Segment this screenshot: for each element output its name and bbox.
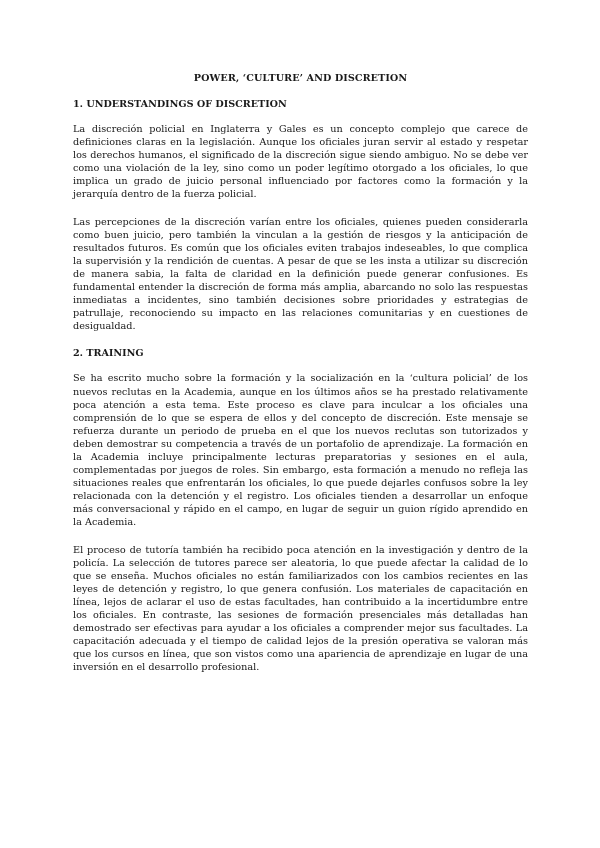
- document-page: [73, 72, 528, 688]
- paragraph: Las percepciones de la discreción varían entre los oficiales, quienes pueden considerarla como buen juicio, pero también la vinculan a la gestión de riesgos y la anticipación de resultados futuros. Es común que los oficiales eviten trabajos indeseables, lo que complica la supervisión y la rendición de cuentas. A pesar de que se les insta a utilizar su discreción de manera sabia, la falta de claridad en la definición puede generar confusiones. Es fundamental entender la discreción de forma más amplia, abarcando no solo las respuestas inmediatas a incidentes, sino también decisiones sobre prioridades y estrategias de patrullaje, reconociendo su impacto en las relaciones comunitarias y en cuestiones de desigualdad.: [73, 216, 528, 333]
- section-heading: 2. TRAINING: [73, 348, 144, 360]
- document-title: POWER, ‘CULTURE’ AND DISCRETION: [193, 73, 408, 84]
- paragraph: El proceso de tutoría también ha recibido poca atención en la investigación y dentro de la policía. La selección de tutores parece ser aleatoria, lo que puede afectar la calidad de lo que se enseña. Muchos oficiales no están familiarizados con los cambios recientes en las leyes de detención y registro, lo que genera confusión. Los materiales de capacitación en línea, lejos de aclarar el uso de estas facultades, han contribuido a la incertidumbre entre los oficiales. En contraste, las sesiones de formación presenciales más detalladas han demostrado ser efectivas para ayudar a los oficiales a comprender mejor sus facultades. La capacitación adecuada y el tiempo de calidad lejos de la presión operativa se valoran más que los cursos en línea, que son vistos como una apariencia de aprendizaje en lugar de una inversión en el desarrollo profesional.: [73, 544, 528, 674]
- paragraph: La discreción policial en Inglaterra y Gales es un concepto complejo que carece de definiciones claras en la legislación. Aunque los oficiales juran servir al estado y respetar los derechos humanos, el significado de la discreción sigue siendo ambiguo. No se debe ver como una violación de la ley, sino como un poder legítimo otorgado a los oficiales, lo que implica un grado de juicio personal influenciado por factores como la formación y la jerarquía dentro de la fuerza policial.: [73, 124, 528, 201]
- section-heading: 1. UNDERSTANDINGS OF DISCRETION: [73, 99, 287, 110]
- section-understandings-of-discretion: [73, 98, 528, 333]
- section-training: [73, 347, 528, 674]
- paragraph: Se ha escrito mucho sobre la formación y la socialización en la ‘cultura policial’ de los nuevos reclutas en la Academia, aunque en los últimos años se ha prestado relativamente poca atención a esta tema. Este proceso es clave para inculcar a los oficiales una comprensión de lo que se espera de ellos y del concepto de discreción. Este mensaje se refuerza durante un periodo de prueba en el que los nuevos reclutas son tutorizados y deben demostrar su competencia a través de un portafolio de aprendizaje. La formación en la Academia incluye principalmente lecturas preparatorias y sesiones en el aula, complementadas por juegos de roles. Sin embargo, esta formación a menudo no refleja las situaciones reales que enfrentarán los oficiales, lo que puede dejarles confusos sobre la ley relacionada con la detención y el registro. Los oficiales tienden a desarrollar un enfoque más conversacional y rápido en el campo, en lugar de seguir un guion rígido aprendido en la Academia.: [73, 373, 528, 529]
